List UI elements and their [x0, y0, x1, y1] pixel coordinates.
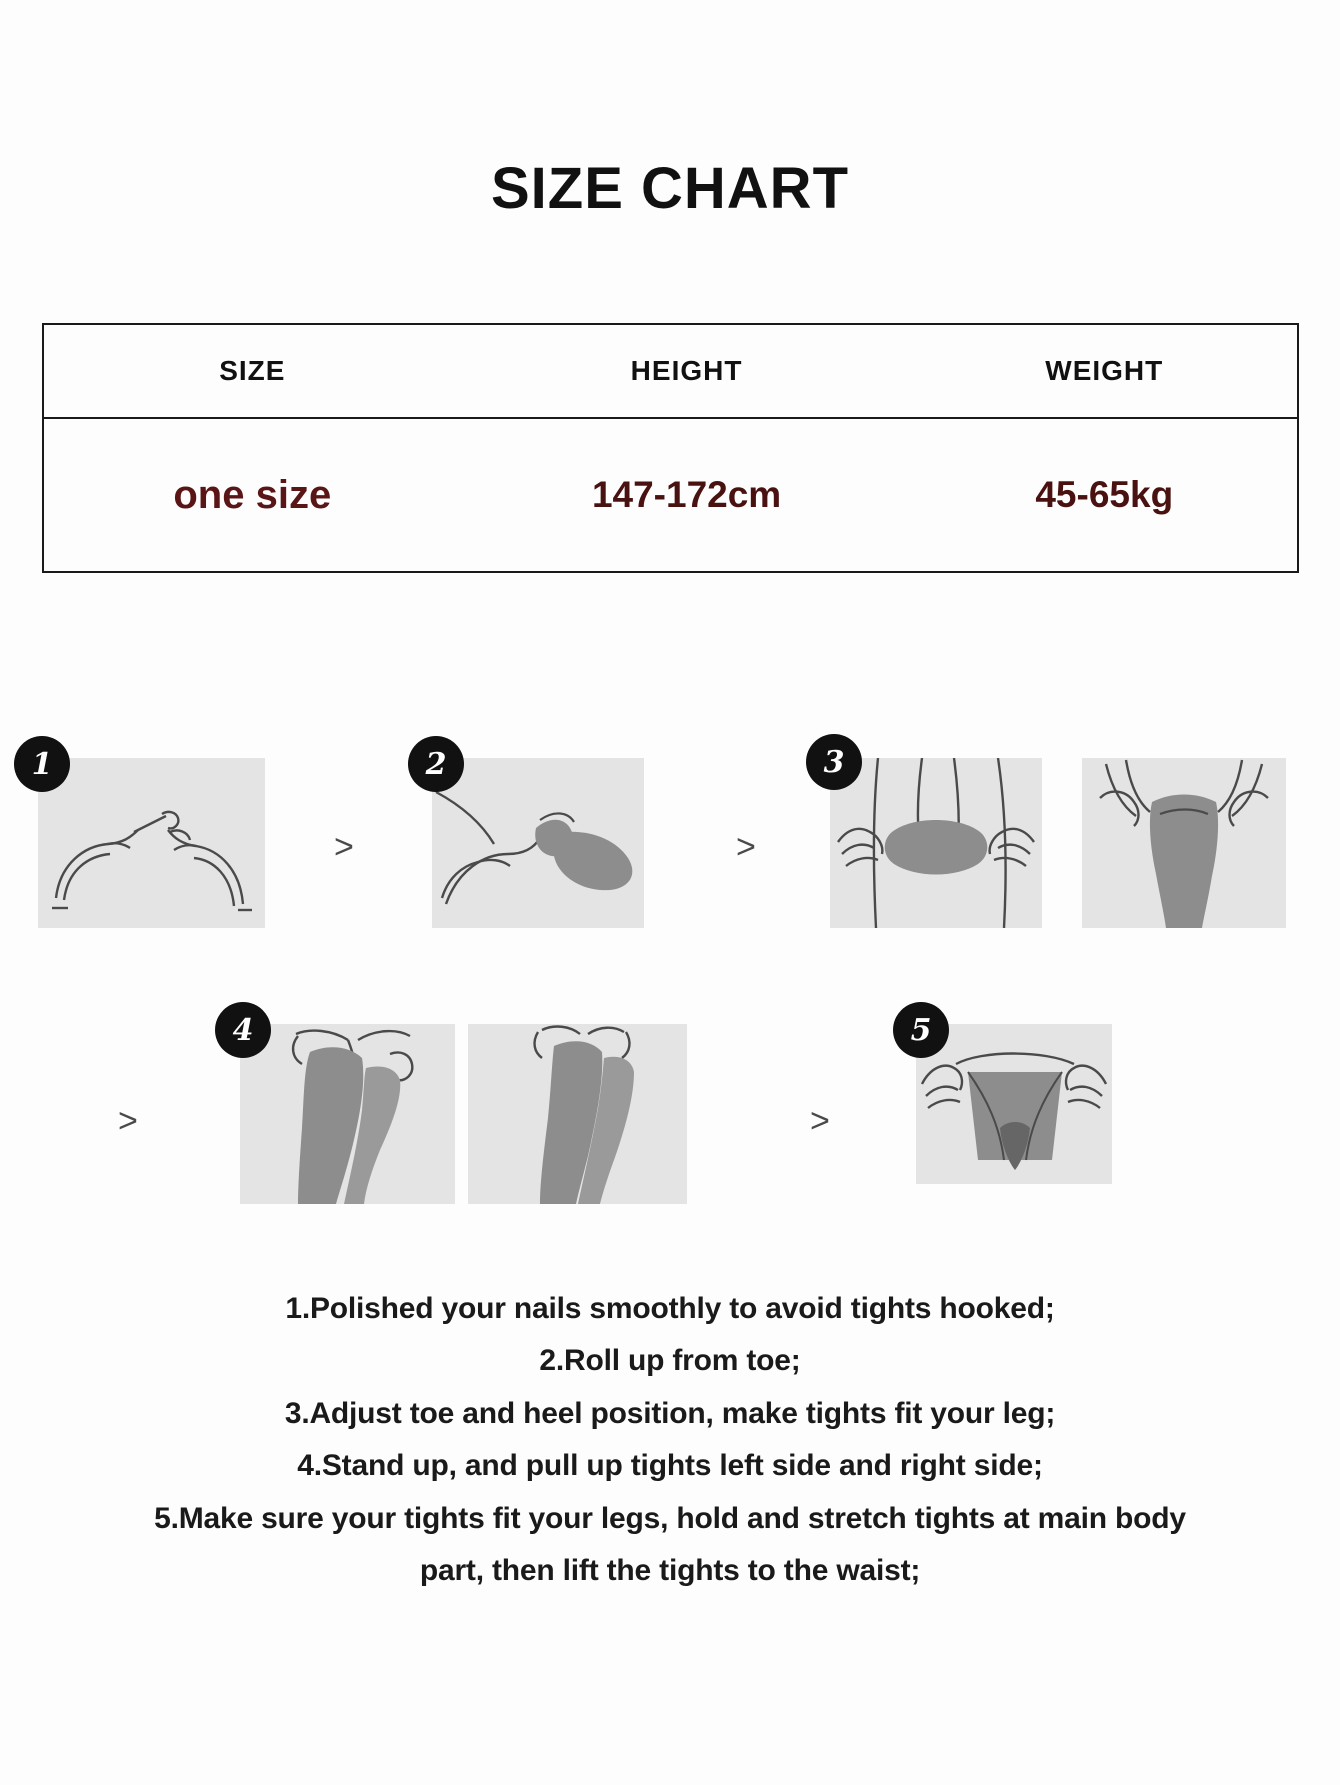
- step-badge-5: 5: [893, 1002, 949, 1058]
- step-panel-2-roll-toe: [432, 758, 644, 928]
- step-badge-3: 3: [806, 734, 862, 790]
- instruction-line-4: 4.Stand up, and pull up tights left side and right side;: [297, 1449, 1043, 1483]
- hands-pulling-tights-knee-icon: [830, 758, 1042, 928]
- table-header-row: [44, 325, 1297, 418]
- step-panel-3-knee: [830, 758, 1042, 928]
- step-arrow-2: >: [736, 828, 756, 866]
- table-row: [44, 418, 1297, 571]
- step-panel-1-nails: [38, 758, 265, 928]
- step-panel-6-legs-tights: [468, 1024, 687, 1204]
- size-table-container: [42, 323, 1299, 573]
- instruction-line-3: 3.Adjust toe and heel position, make tights fit your leg;: [284, 1396, 1056, 1430]
- steps-row-1: [0, 744, 1340, 938]
- size-table-head: [44, 325, 1297, 418]
- instruction-line-2: 2.Roll up from toe;: [539, 1344, 801, 1378]
- step-badge-1: 1: [14, 736, 70, 792]
- instructions-block: [0, 1290, 1340, 1604]
- legs-with-tights-icon: [468, 1024, 687, 1204]
- hands-stretching-tights-leg-icon: [1082, 758, 1286, 928]
- size-table-body: [44, 418, 1297, 571]
- cell-weight: 45-65kg: [1035, 474, 1174, 515]
- hands-filing-nails-icon: [38, 758, 265, 928]
- hand-rolling-tights-icon: [432, 758, 644, 928]
- step-arrow-3: >: [118, 1102, 138, 1140]
- size-table: [44, 325, 1297, 571]
- step-arrow-4: >: [810, 1102, 830, 1140]
- step-badge-4: 4: [215, 1002, 271, 1058]
- step-panel-5-stand-pull: [240, 1024, 455, 1204]
- step-arrow-1: >: [334, 828, 354, 866]
- how-to-wear-steps: [0, 744, 1340, 1218]
- cell-height: 147-172cm: [591, 474, 782, 515]
- column-header-size: SIZE: [44, 325, 462, 418]
- cell-size: one size: [173, 472, 332, 517]
- page-title: SIZE CHART: [491, 156, 849, 221]
- instruction-line-6: part, then lift the tights to the waist;: [419, 1553, 921, 1587]
- step-panel-4-stretch-leg: [1082, 758, 1286, 928]
- legs-wearing-tights-icon: [240, 1024, 455, 1204]
- step-panel-7-waist: [916, 1024, 1112, 1184]
- step-badge-2: 2: [408, 736, 464, 792]
- hands-stretching-tights-waist-icon: [916, 1024, 1112, 1184]
- instruction-line-5: 5.Make sure your tights fit your legs, hold and stretch tights at main body: [154, 1501, 1186, 1535]
- instruction-line-1: 1.Polished your nails smoothly to avoid tights hooked;: [285, 1292, 1055, 1325]
- column-header-weight: WEIGHT: [912, 325, 1296, 418]
- column-header-height: HEIGHT: [461, 325, 912, 418]
- steps-row-2: [0, 1014, 1340, 1214]
